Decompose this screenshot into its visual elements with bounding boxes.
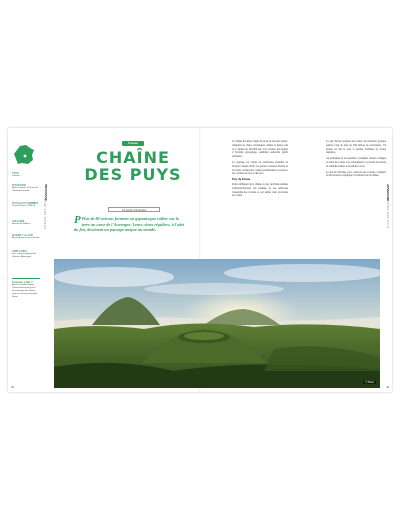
article-paragraph: Le site de Vulcania, parc consacré aux volcans, complète la découverte et explique la formation de la chaîne. [326, 170, 386, 178]
sidebar-item-when [12, 234, 42, 240]
sidebar-item-label: PLUS HAUT SOMMET [12, 202, 39, 205]
article-subheading: Puy de Dôme [232, 177, 251, 182]
sidebar-item-label: SITUATION [12, 184, 26, 187]
sidebar-item-text: Environ 80 édifices [12, 223, 31, 225]
lead-paragraph [74, 216, 188, 233]
access-box-title: Comment y aller ? [12, 281, 33, 284]
page-title-line-1: CHAÎNE [96, 148, 170, 167]
drop-cap: P [74, 214, 81, 226]
sidebar-item-text: Puy de Dôme (1 465 m) [12, 205, 36, 207]
lead-text: Plus de 80 volcans forment un gigantesque collier sur la terre au cœur de l'Auvergne. Leurs cônes réguliers, à l'abri du feu, dessinent un paysage unique au monde. [74, 216, 185, 233]
country-badge: France [122, 141, 144, 146]
access-box [12, 278, 40, 326]
photo-credit: © Photo [365, 381, 374, 384]
sidebar-item-label: TYPE [12, 172, 19, 175]
article-paragraph: La chaîne des Puys aligne du nord au sud une quatre-vingtaine de cônes volcaniques, dômes et maars, nés il y a moins de 100 000 ans. Ces volcans, très jeunes à l'échelle géologique, semblent endormis plutôt qu'éteints. [232, 140, 288, 159]
sidebar-item-label: VOIR AUSSI [12, 250, 27, 253]
sidebar-item-see-also [12, 250, 42, 259]
section-subtab-right: CHAÎNE DES PUYS [386, 198, 389, 229]
volcano-landscape-photo [54, 259, 380, 388]
article-paragraph: Le puy Pariou présente un cratère en entonnoir presque parfait, long de près de 100 mètres de profondeur. Un sentier en fait le tour et permet d'admirer sa forme régulière. [326, 140, 386, 155]
sidebar-item-type [12, 172, 42, 178]
article-paragraph: Point culminant de la chaîne, le puy de Dôme domine Clermont-Ferrand. Au sommet, la vue embrasse l'ensemble des volcans et, par temps clair, les monts du Cantal. [232, 182, 288, 198]
france-map-icon [12, 144, 38, 166]
sidebar-item-summit [12, 202, 42, 208]
page-number-right: 49 [386, 386, 389, 389]
article-paragraph: Au printemps et en automne, la lumière rasante souligne le relief des cônes. Les randonneurs y trouvent un réseau de chemins balisés accessibles à tous. [326, 157, 386, 168]
section-tab-right: AUVERGNE [386, 184, 390, 202]
section-subtab-left: CHAÎNE DES PUYS [44, 198, 47, 229]
page-title-line-2: DES PUYS [84, 165, 182, 184]
page-number-left: 48 [11, 386, 14, 389]
volcano-landscape-image [54, 259, 380, 388]
article-column-2 [326, 140, 386, 180]
sidebar-item-text: Parc naturel régional des Volcans d'Auvergne [12, 253, 37, 258]
sidebar-item-label: VOLCANS [12, 220, 25, 223]
article-paragraph: Le paysage est classé au patrimoine mondial de l'Unesco depuis 2018. Les pentes couvertes d'herbe et de forêts cachent des cratères parfaitement conservés, des coulées de lave et des lacs. [232, 160, 288, 176]
sidebar-item-situation [12, 184, 42, 193]
page-subtitle: Un fossé volcanique [108, 207, 160, 212]
magazine-spread [8, 128, 392, 392]
sidebar-item-label: QUAND Y ALLER [12, 234, 33, 237]
sidebar-item-text: Massif central, à l'ouest de Clermont-Ferrand [12, 187, 38, 192]
article-column-1 [232, 140, 288, 200]
sidebar-item-text: Au printemps et en automne [12, 237, 40, 239]
sidebar-item-volcanoes [12, 220, 42, 226]
access-box-text: Accès en voiture depuis Clermont-Ferrand, puis le Panoramique des Dômes jusqu'au sommet du puy de Dôme. [12, 284, 38, 298]
sidebar-item-text: Volcans [12, 175, 20, 177]
info-sidebar [8, 128, 44, 392]
section-tab-left: AUVERGNE [44, 184, 48, 202]
